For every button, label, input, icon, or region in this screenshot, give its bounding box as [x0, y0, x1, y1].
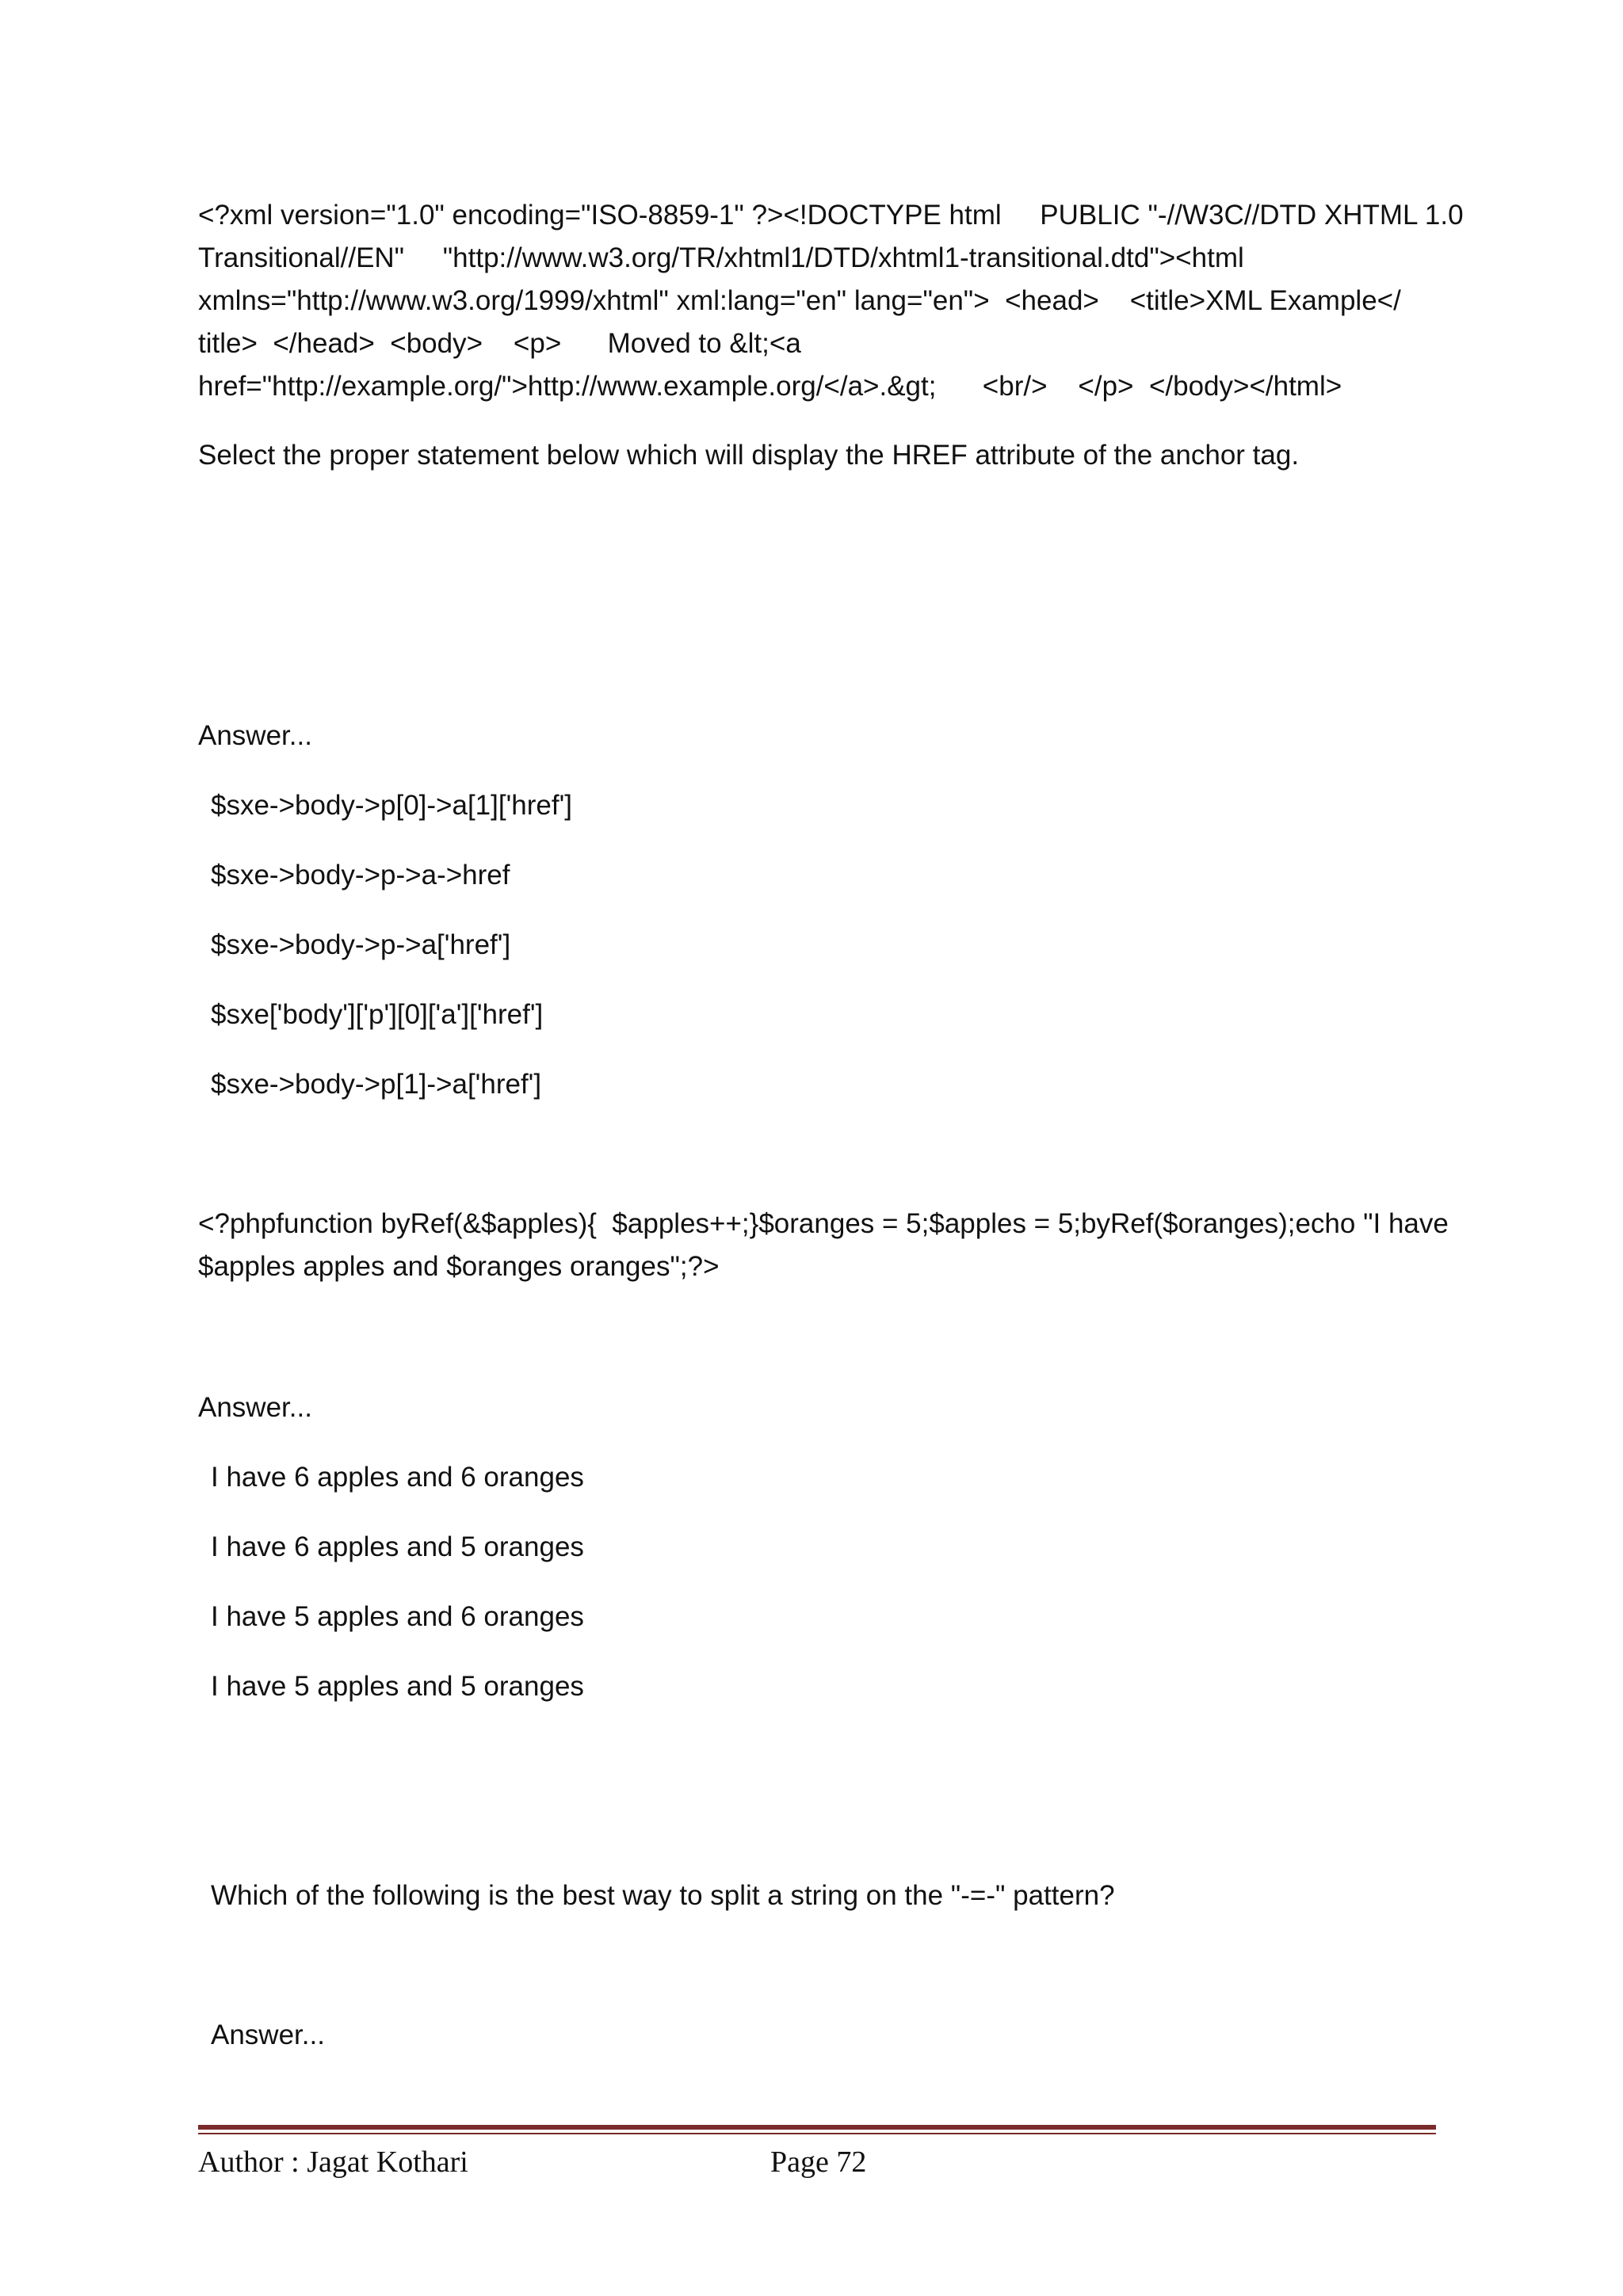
q1-code-line: title> </head> <body> <p> Moved to &lt;<a	[198, 328, 801, 359]
q3-prompt: Which of the following is the best way to split a string on the "-=-" pattern?	[211, 1880, 1115, 1911]
q1-answer-label: Answer...	[198, 720, 312, 751]
q2-option-4[interactable]: I have 5 apples and 5 oranges	[211, 1671, 584, 1702]
q2-code-line: $apples apples and $oranges oranges";?>	[198, 1251, 720, 1282]
footer-rule-thick	[198, 2125, 1436, 2130]
footer-page-number: Page 72	[770, 2145, 867, 2179]
q1-code-line: <?xml version="1.0" encoding="ISO-8859-1" ?><!DOCTYPE html PUBLIC "-//W3C//DTD XHTML 1.0	[198, 200, 1464, 231]
q1-option-5[interactable]: $sxe->body->p[1]->a['href']	[211, 1069, 542, 1100]
q2-option-2[interactable]: I have 6 apples and 5 oranges	[211, 1531, 584, 1562]
footer-rule-thin	[198, 2133, 1436, 2134]
q1-option-1[interactable]: $sxe->body->p[0]->a[1]['href']	[211, 790, 572, 821]
q1-option-2[interactable]: $sxe->body->p->a->href	[211, 860, 510, 891]
q2-answer-label: Answer...	[198, 1392, 312, 1423]
q1-code-line: xmlns="http://www.w3.org/1999/xhtml" xml:lang="en" lang="en"> <head> <title>XML Example</	[198, 285, 1401, 316]
q1-option-4[interactable]: $sxe['body']['p'][0]['a']['href']	[211, 999, 544, 1030]
q1-code-line: Transitional//EN" "http://www.w3.org/TR/xhtml1/DTD/xhtml1-transitional.dtd"><html	[198, 242, 1244, 273]
q2-code-line: <?phpfunction byRef(&$apples){ $apples++;}$oranges = 5;$apples = 5;byRef($oranges);echo "I have	[198, 1208, 1449, 1239]
q1-code-block	[198, 194, 1464, 408]
q1-code-line: href="http://example.org/">http://www.example.org/</a>.&gt; <br/> </p> </body></html>	[198, 371, 1342, 402]
q3-answer-label: Answer...	[211, 2019, 325, 2050]
q2-code-block	[198, 1203, 1449, 1288]
footer-author: Author : Jagat Kothari	[198, 2145, 468, 2179]
q2-option-1[interactable]: I have 6 apples and 6 oranges	[211, 1462, 584, 1493]
q2-option-3[interactable]: I have 5 apples and 6 oranges	[211, 1601, 584, 1632]
q1-prompt: Select the proper statement below which will display the HREF attribute of the anchor tag.	[198, 440, 1300, 471]
q1-option-3[interactable]: $sxe->body->p->a['href']	[211, 929, 511, 960]
